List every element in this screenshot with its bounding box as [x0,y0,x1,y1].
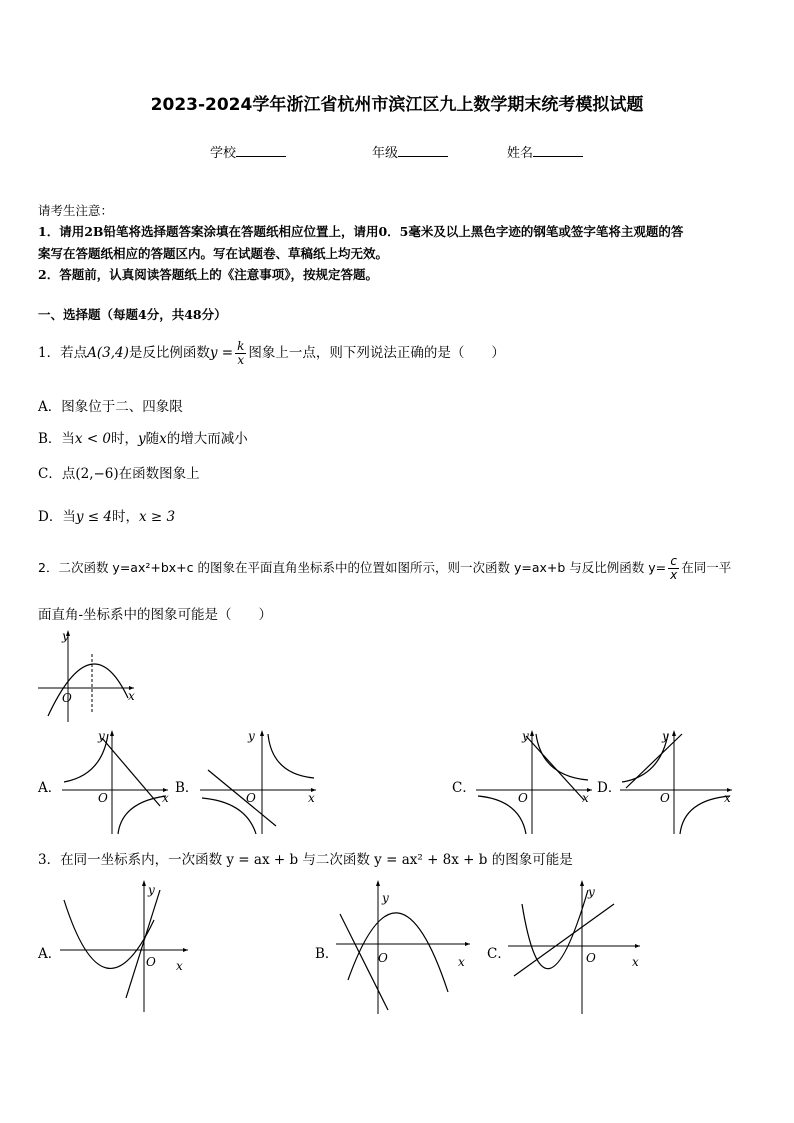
notice-item2: 2．答题前，认真阅读答题纸上的《注意事项》，按规定答题。 [38,267,378,282]
q2-option-c-graph [476,730,594,834]
hyperbola-branch-1 [268,734,314,778]
question-1-option-b: B．当x < 0时，y随x的增大而减小 [38,431,248,447]
question-1-option-d: D．当y ≤ 4时，x ≥ 3 [38,509,176,525]
q2-option-c-label: C． [452,780,476,796]
line [126,890,160,998]
fraction-k-over-x: $\frac{k}{x}$ [237,339,245,367]
svg-text:y: y [98,729,105,743]
svg-text:x: x [162,791,169,805]
svg-text:O: O [586,951,596,965]
svg-text:x: x [582,791,589,805]
q3-option-a-label: A． [38,946,62,962]
q2-option-d-graph [620,730,734,834]
svg-text:O: O [378,951,388,965]
name-label: 姓名 [507,146,534,161]
notice-heading: 请考生注意： [38,203,114,218]
svg-text:x: x [308,791,315,805]
q2-option-b-label: B． [175,780,199,796]
svg-text:O: O [98,791,108,805]
question-1-option-a: A．图象位于二、四象限 [38,399,183,415]
y-label: y [62,629,69,643]
school-label: 学校 [210,146,237,161]
section-heading: 一、选择题（每题4分，共48分） [38,307,227,322]
hyperbola-branch-1 [536,734,588,780]
x-label: x [128,689,135,703]
point-a: A(3,4) [87,345,129,361]
notice-item1-line2: 案写在答题纸相应的答题区内。写在试题卷、草稿纸上均无效。 [38,246,389,261]
svg-text:x: x [176,959,183,973]
svg-text:x: x [458,955,465,969]
q3-option-a-graph [60,880,190,1012]
hyperbola-branch-2 [680,796,730,834]
svg-text:O: O [660,791,670,805]
hyperbola-branch-2 [118,796,166,834]
svg-text:O: O [246,791,256,805]
svg-text:x: x [632,955,639,969]
q2-option-d-label: D． [597,780,622,796]
svg-text:y: y [662,729,669,743]
question-2-stem-line1: 2．二次函数 y=ax²+bx+c 的图象在平面直角坐标系中的位置如图所示，则一次函数 y=ax+b 与反比例函数 y= $\frac{c}{x}$ 在同一平 [38,554,732,582]
q3-option-b-label: B． [315,946,339,962]
grade-blank [398,144,448,157]
svg-text:y: y [248,729,255,743]
question-3-stem: 3．在同一坐标系内，一次函数 y = ax + b 与二次函数 y = ax² + 8x + b 的图象可能是 [38,852,573,868]
svg-text:y: y [382,891,389,905]
q3-option-b-graph [336,880,472,1016]
school-blank [236,144,286,157]
parabola-curve [48,664,128,716]
parabola-curve [64,900,154,968]
line [102,738,160,806]
q2-option-b-graph [200,730,318,834]
grade-field [372,142,448,161]
grade-label: 年级 [372,146,399,161]
svg-text:x: x [724,791,731,805]
svg-text:y: y [522,729,529,743]
svg-text:y: y [148,883,155,897]
q3-option-c-graph [508,880,642,1014]
notice-item1-line1: 1．请用2B铅笔将选择题答案涂填在答题纸相应位置上，请用0．5毫米及以上黑色字迹的钢笔或签字笔将主观题的答 [38,224,684,239]
page-title: 2023-2024学年浙江省杭州市滨江区九上数学期末统考模拟试题 [150,95,644,115]
parabola-curve [348,913,448,992]
origin-label: O [62,691,72,705]
name-field [507,142,583,161]
q2-reference-graph [38,628,136,722]
question-2-stem-line2: 面直角-坐标系中的图象可能是（ ） [38,607,273,623]
svg-text:O: O [146,955,156,969]
name-blank [533,144,583,157]
svg-text:O: O [518,791,528,805]
school-field [210,142,286,161]
fraction-c-over-x: $\frac{c}{x}$ [670,554,678,582]
q2-option-a-graph [62,730,170,834]
svg-text:y: y [588,885,595,899]
question-1-option-c: C．点(2,−6)在函数图象上 [38,466,200,482]
line [208,770,276,826]
question-1-stem: 1．若点A(3,4)是反比例函数y = $\frac{k}{x}$ 图象上一点，则下列说法正确的是（ ） [38,339,505,367]
q2-option-a-label: A． [38,780,62,796]
q3-option-c-label: C． [487,946,511,962]
